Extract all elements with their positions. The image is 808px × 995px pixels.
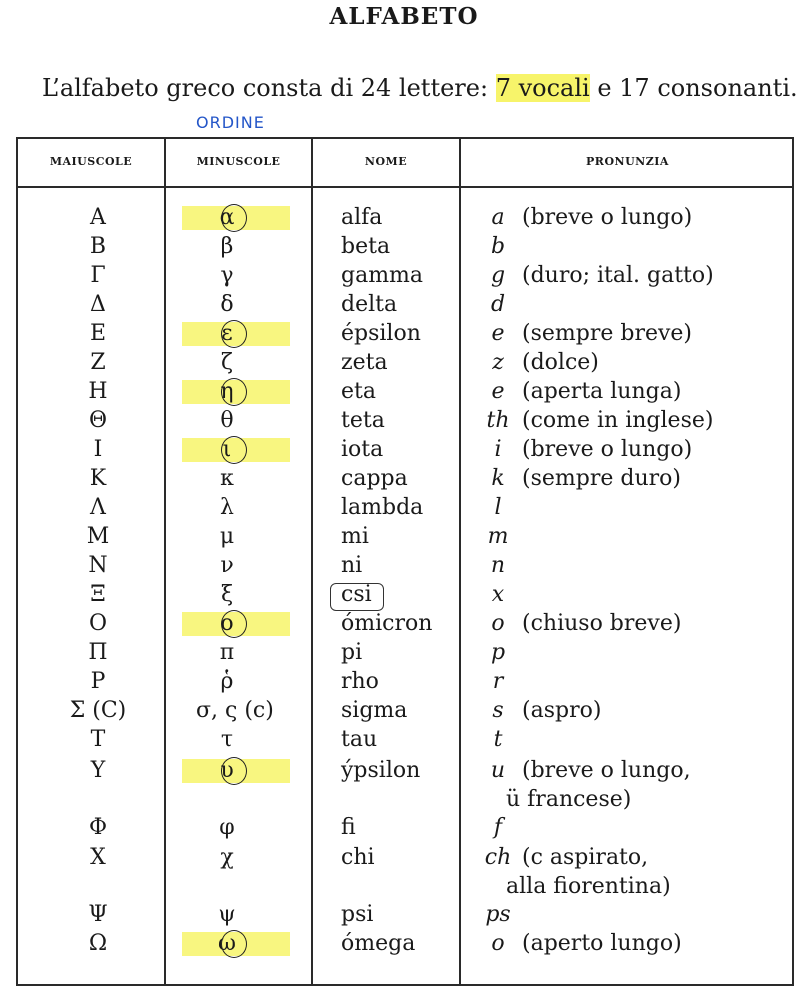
boxed-name bbox=[330, 583, 384, 611]
uppercase-letter: Ρ bbox=[90, 669, 106, 694]
pronunciation-note: (sempre duro) bbox=[522, 466, 681, 491]
pronunciation-note: (aperto lungo) bbox=[522, 931, 682, 956]
lowercase-letter: θ bbox=[220, 408, 234, 433]
transliteration: ch bbox=[484, 845, 512, 870]
pronunciation-note-continued: alla fiorentina) bbox=[506, 874, 671, 899]
pronunciation-note: (chiuso breve) bbox=[522, 611, 682, 636]
pronunciation-note-continued: ü francese) bbox=[506, 787, 632, 812]
table-row bbox=[16, 553, 794, 582]
table-row bbox=[16, 611, 794, 640]
letter-name: ni bbox=[341, 553, 363, 578]
transliteration: e bbox=[491, 321, 505, 346]
uppercase-letter: Ψ bbox=[88, 902, 108, 927]
transliteration: f bbox=[493, 815, 503, 840]
letter-name: csi bbox=[341, 582, 372, 607]
uppercase-letter: Ι bbox=[93, 437, 103, 462]
table-row bbox=[16, 758, 794, 787]
table-row bbox=[16, 466, 794, 495]
lowercase-letter: χ bbox=[220, 845, 234, 870]
intro-text-start: L’alfabeto greco consta di 24 lettere: bbox=[42, 74, 496, 102]
transliteration: t bbox=[493, 727, 503, 752]
uppercase-letter: Π bbox=[88, 640, 108, 665]
lowercase-letter: β bbox=[220, 234, 234, 259]
table-row bbox=[16, 437, 794, 466]
column-header-maiuscole: MAIUSCOLE bbox=[49, 155, 133, 168]
uppercase-letter: Ε bbox=[89, 321, 107, 346]
lowercase-letter: γ bbox=[220, 263, 234, 288]
uppercase-letter: Η bbox=[88, 379, 108, 404]
uppercase-letter: Θ bbox=[88, 408, 108, 433]
uppercase-letter: Ο bbox=[88, 611, 108, 636]
pronunciation-note: (breve o lungo, bbox=[522, 758, 691, 783]
table-row bbox=[16, 669, 794, 698]
table-row bbox=[16, 902, 794, 931]
lowercase-letter: ζ bbox=[221, 350, 233, 375]
letter-name: ómega bbox=[341, 931, 416, 956]
lowercase-letter: ω bbox=[218, 931, 236, 956]
pronunciation-note: (dolce) bbox=[522, 350, 599, 375]
pronunciation-note: (come in inglese) bbox=[522, 408, 714, 433]
lowercase-letter: η bbox=[220, 379, 234, 404]
table-row bbox=[16, 321, 794, 350]
transliteration: p bbox=[490, 640, 506, 665]
letter-name: lambda bbox=[341, 495, 424, 520]
transliteration: ps bbox=[485, 902, 511, 927]
table-row bbox=[16, 698, 794, 727]
letter-name: eta bbox=[341, 379, 376, 404]
uppercase-letter: Ξ bbox=[90, 582, 106, 607]
letter-name: mi bbox=[341, 524, 369, 549]
letter-name: fi bbox=[341, 815, 356, 840]
uppercase-letter: Λ bbox=[90, 495, 106, 520]
transliteration: g bbox=[490, 263, 506, 288]
lowercase-letter: υ bbox=[220, 758, 234, 783]
table-row bbox=[16, 931, 794, 960]
uppercase-letter: Ζ bbox=[90, 350, 106, 375]
letter-name: beta bbox=[341, 234, 391, 259]
letter-name: gamma bbox=[341, 263, 424, 288]
lowercase-letter: φ bbox=[219, 815, 235, 840]
transliteration: i bbox=[494, 437, 502, 462]
letter-name: psi bbox=[341, 902, 374, 927]
lowercase-letter: τ bbox=[220, 727, 234, 752]
table-row bbox=[16, 727, 794, 756]
lowercase-letter: ι bbox=[222, 437, 232, 462]
uppercase-letter: Β bbox=[89, 234, 107, 259]
table-row bbox=[16, 815, 794, 844]
letter-name: alfa bbox=[341, 205, 383, 230]
uppercase-letter: Σ (C) bbox=[69, 698, 127, 723]
vowel-circle bbox=[221, 930, 247, 958]
letter-name: zeta bbox=[341, 350, 388, 375]
table-row bbox=[16, 640, 794, 669]
pronunciation-note: (duro; ital. gatto) bbox=[522, 263, 714, 288]
transliteration: th bbox=[486, 408, 510, 433]
lowercase-letter: κ bbox=[220, 466, 234, 491]
handwritten-note: ORDINE bbox=[196, 113, 265, 132]
lowercase-letter: ο bbox=[220, 611, 234, 636]
table-row bbox=[16, 350, 794, 379]
table-row bbox=[16, 495, 794, 524]
pronunciation-note: (breve o lungo) bbox=[522, 437, 693, 462]
letter-name: ómicron bbox=[341, 611, 433, 636]
table-row bbox=[16, 408, 794, 437]
transliteration: e bbox=[491, 379, 505, 404]
letter-name: iota bbox=[341, 437, 384, 462]
table-row bbox=[16, 845, 794, 874]
pronunciation-note: (aperta lunga) bbox=[522, 379, 682, 404]
letter-name: teta bbox=[341, 408, 385, 433]
transliteration: z bbox=[492, 350, 504, 375]
vowel-circle bbox=[221, 204, 247, 232]
transliteration: o bbox=[491, 931, 505, 956]
intro-highlight: 7 vocali bbox=[495, 74, 590, 102]
table-row bbox=[16, 234, 794, 263]
transliteration: k bbox=[491, 466, 505, 491]
pronunciation-note: (sempre breve) bbox=[522, 321, 693, 346]
letter-name: chi bbox=[341, 845, 375, 870]
lowercase-letter: σ, ς (c) bbox=[196, 698, 274, 723]
table-row bbox=[16, 205, 794, 234]
letter-name: rho bbox=[341, 669, 379, 694]
transliteration: r bbox=[492, 669, 504, 694]
letter-name: delta bbox=[341, 292, 398, 317]
uppercase-letter: Τ bbox=[90, 727, 106, 752]
uppercase-letter: Ω bbox=[88, 931, 108, 956]
pronunciation-note: (c aspirato, bbox=[522, 845, 649, 870]
column-header-nome: NOME bbox=[364, 155, 408, 168]
transliteration: x bbox=[491, 582, 505, 607]
table-row bbox=[16, 524, 794, 553]
table-row bbox=[16, 582, 794, 611]
vowel-circle bbox=[221, 610, 247, 638]
letter-name: sigma bbox=[341, 698, 408, 723]
letter-name: ýpsilon bbox=[341, 758, 421, 783]
transliteration: l bbox=[494, 495, 502, 520]
lowercase-letter: δ bbox=[220, 292, 234, 317]
uppercase-letter: Ν bbox=[88, 553, 108, 578]
uppercase-letter: Φ bbox=[88, 815, 108, 840]
uppercase-letter: Γ bbox=[90, 263, 106, 288]
vowel-circle bbox=[221, 757, 247, 785]
lowercase-letter: α bbox=[219, 205, 235, 230]
table-row bbox=[16, 379, 794, 408]
table-row bbox=[16, 292, 794, 321]
vowel-circle bbox=[221, 378, 247, 406]
column-header-minuscole: MINUSCOLE bbox=[196, 155, 281, 168]
vowel-circle bbox=[221, 320, 247, 348]
pronunciation-note: (aspro) bbox=[522, 698, 602, 723]
letter-name: épsilon bbox=[341, 321, 421, 346]
lowercase-letter: λ bbox=[220, 495, 234, 520]
header-divider bbox=[16, 186, 794, 188]
intro-text-end: e 17 consonanti. bbox=[589, 74, 798, 102]
lowercase-letter: ν bbox=[220, 553, 234, 578]
page-title: ALFABETO bbox=[329, 3, 479, 30]
transliteration: d bbox=[490, 292, 506, 317]
transliteration: u bbox=[490, 758, 506, 783]
uppercase-letter: Μ bbox=[86, 524, 110, 549]
uppercase-letter: Χ bbox=[90, 845, 106, 870]
transliteration: b bbox=[490, 234, 506, 259]
transliteration: o bbox=[491, 611, 505, 636]
uppercase-letter: Κ bbox=[89, 466, 107, 491]
letter-name: cappa bbox=[341, 466, 408, 491]
transliteration: m bbox=[487, 524, 509, 549]
column-header-pronunzia: PRONUNZIA bbox=[586, 155, 669, 168]
transliteration: s bbox=[492, 698, 504, 723]
lowercase-letter: ψ bbox=[218, 902, 236, 927]
uppercase-letter: Α bbox=[90, 205, 106, 230]
pronunciation-note: (breve o lungo) bbox=[522, 205, 693, 230]
intro-sentence bbox=[42, 74, 798, 102]
table-row bbox=[16, 263, 794, 292]
letter-name: pi bbox=[341, 640, 363, 665]
lowercase-letter: ε bbox=[221, 321, 233, 346]
transliteration: n bbox=[490, 553, 506, 578]
uppercase-letter: Υ bbox=[90, 758, 106, 783]
lowercase-letter: π bbox=[219, 640, 235, 665]
lowercase-letter: ῥ bbox=[220, 669, 234, 694]
vowel-circle bbox=[221, 436, 247, 464]
lowercase-letter: ξ bbox=[220, 582, 234, 607]
uppercase-letter: Δ bbox=[90, 292, 106, 317]
transliteration: a bbox=[491, 205, 505, 230]
letter-name: tau bbox=[341, 727, 378, 752]
lowercase-letter: μ bbox=[219, 524, 235, 549]
